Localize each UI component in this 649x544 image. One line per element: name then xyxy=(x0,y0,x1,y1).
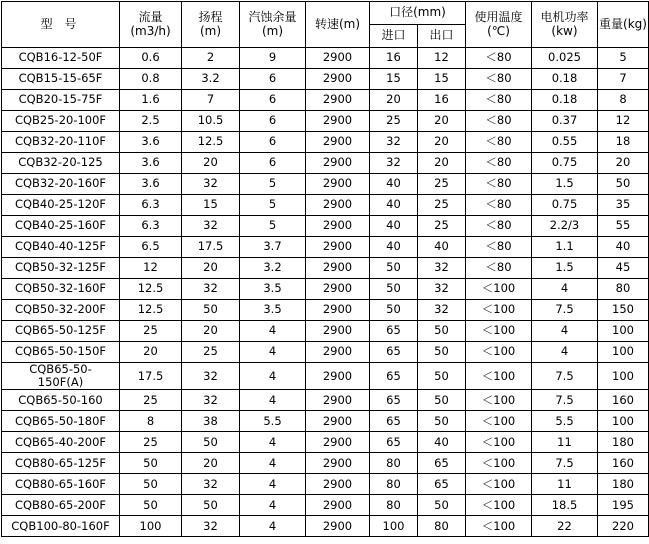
cell-temp: ＜100 xyxy=(466,363,532,390)
header-flow xyxy=(120,2,182,48)
cell-weight: 100 xyxy=(598,411,649,432)
cell-flow: 8 xyxy=(120,411,182,432)
cell-speed: 2900 xyxy=(306,69,370,90)
cell-weight: 160 xyxy=(598,390,649,411)
cell-outlet: 20 xyxy=(418,132,466,153)
cell-speed: 2900 xyxy=(306,411,370,432)
cell-flow: 25 xyxy=(120,321,182,342)
cell-model: CQB50-32-125F xyxy=(2,258,120,279)
cell-model: CQB40-25-120F xyxy=(2,195,120,216)
cell-npsh: 4 xyxy=(240,363,306,390)
cell-outlet: 50 xyxy=(418,411,466,432)
cell-weight: 150 xyxy=(598,300,649,321)
cell-head: 50 xyxy=(182,495,240,516)
cell-weight: 100 xyxy=(598,321,649,342)
cell-weight: 55 xyxy=(598,216,649,237)
cell-model: CQB15-15-65F xyxy=(2,69,120,90)
cell-temp: ＜80 xyxy=(466,216,532,237)
cell-power: 7.5 xyxy=(532,363,598,390)
cell-inlet: 50 xyxy=(370,258,418,279)
cell-head: 32 xyxy=(182,474,240,495)
cell-power: 4 xyxy=(532,342,598,363)
cell-temp: ＜80 xyxy=(466,237,532,258)
cell-flow: 6.3 xyxy=(120,195,182,216)
cell-head: 38 xyxy=(182,411,240,432)
cell-temp: ＜100 xyxy=(466,342,532,363)
cell-head: 7 xyxy=(182,90,240,111)
cell-npsh: 9 xyxy=(240,48,306,69)
cell-head: 17.5 xyxy=(182,237,240,258)
cell-speed: 2900 xyxy=(306,453,370,474)
cell-inlet: 50 xyxy=(370,279,418,300)
cell-model: CQB100-80-160F xyxy=(2,516,120,537)
cell-npsh: 4 xyxy=(240,432,306,453)
cell-model: CQB50-32-200F xyxy=(2,300,120,321)
header-power-label: 电机功率 xyxy=(540,9,589,24)
table-row xyxy=(2,111,649,132)
table-row xyxy=(2,390,649,411)
cell-head: 3.2 xyxy=(182,69,240,90)
cell-temp: ＜100 xyxy=(466,474,532,495)
cell-power: 7.5 xyxy=(532,390,598,411)
cell-outlet: 16 xyxy=(418,90,466,111)
table-row xyxy=(2,132,649,153)
header-head-label: 扬程 xyxy=(198,9,223,24)
cell-head: 20 xyxy=(182,453,240,474)
cell-speed: 2900 xyxy=(306,90,370,111)
table-body xyxy=(2,48,649,537)
cell-speed: 2900 xyxy=(306,174,370,195)
cell-weight: 35 xyxy=(598,195,649,216)
cell-flow: 50 xyxy=(120,474,182,495)
cell-outlet: 65 xyxy=(418,453,466,474)
cell-inlet: 40 xyxy=(370,237,418,258)
cell-inlet: 32 xyxy=(370,132,418,153)
header-flow-unit: (m3/h) xyxy=(130,23,171,38)
cell-head: 50 xyxy=(182,432,240,453)
cell-flow: 3.6 xyxy=(120,132,182,153)
cell-power: 11 xyxy=(532,474,598,495)
table-row xyxy=(2,69,649,90)
cell-head: 32 xyxy=(182,216,240,237)
table-row xyxy=(2,153,649,174)
header-weight: 重量(kg) xyxy=(598,2,649,48)
cell-npsh: 6 xyxy=(240,153,306,174)
cell-speed: 2900 xyxy=(306,516,370,537)
cell-head: 32 xyxy=(182,174,240,195)
cell-power: 0.025 xyxy=(532,48,598,69)
table-row xyxy=(2,258,649,279)
cell-temp: ＜80 xyxy=(466,258,532,279)
cell-weight: 50 xyxy=(598,174,649,195)
cell-temp: ＜100 xyxy=(466,279,532,300)
cell-outlet: 25 xyxy=(418,216,466,237)
header-head xyxy=(182,2,240,48)
cell-flow: 1.6 xyxy=(120,90,182,111)
cell-head: 2 xyxy=(182,48,240,69)
cell-speed: 2900 xyxy=(306,390,370,411)
cell-power: 4 xyxy=(532,321,598,342)
cell-inlet: 40 xyxy=(370,195,418,216)
table-row xyxy=(2,363,649,390)
cell-power: 0.18 xyxy=(532,69,598,90)
cell-temp: ＜80 xyxy=(466,90,532,111)
cell-npsh: 6 xyxy=(240,111,306,132)
cell-flow: 12.5 xyxy=(120,279,182,300)
cell-inlet: 65 xyxy=(370,432,418,453)
cell-inlet: 80 xyxy=(370,453,418,474)
cell-npsh: 3.2 xyxy=(240,258,306,279)
cell-temp: ＜80 xyxy=(466,195,532,216)
cell-model: CQB80-65-160F xyxy=(2,474,120,495)
cell-speed: 2900 xyxy=(306,300,370,321)
cell-outlet: 20 xyxy=(418,153,466,174)
cell-model: CQB65-50-125F xyxy=(2,321,120,342)
cell-flow: 25 xyxy=(120,432,182,453)
header-inlet: 进口 xyxy=(370,25,418,48)
pump-specification-table xyxy=(1,1,649,537)
cell-inlet: 20 xyxy=(370,90,418,111)
cell-model: CQB80-65-125F xyxy=(2,453,120,474)
table-row xyxy=(2,300,649,321)
cell-npsh: 4 xyxy=(240,342,306,363)
cell-power: 1.5 xyxy=(532,258,598,279)
cell-inlet: 25 xyxy=(370,111,418,132)
cell-head: 12.5 xyxy=(182,132,240,153)
cell-weight: 5 xyxy=(598,48,649,69)
cell-inlet: 65 xyxy=(370,411,418,432)
cell-outlet: 40 xyxy=(418,432,466,453)
cell-npsh: 3.7 xyxy=(240,237,306,258)
header-flow-label: 流量 xyxy=(138,9,163,24)
cell-flow: 2.5 xyxy=(120,111,182,132)
cell-model: CQB65-50-160 xyxy=(2,390,120,411)
cell-flow: 0.6 xyxy=(120,48,182,69)
cell-npsh: 4 xyxy=(240,516,306,537)
cell-npsh: 5 xyxy=(240,174,306,195)
cell-inlet: 40 xyxy=(370,216,418,237)
cell-temp: ＜80 xyxy=(466,48,532,69)
cell-model: CQB40-25-160F xyxy=(2,216,120,237)
cell-speed: 2900 xyxy=(306,363,370,390)
cell-temp: ＜100 xyxy=(466,411,532,432)
cell-weight: 195 xyxy=(598,495,649,516)
cell-model: CQB32-20-160F xyxy=(2,174,120,195)
cell-outlet: 65 xyxy=(418,474,466,495)
cell-npsh: 5.5 xyxy=(240,411,306,432)
cell-temp: ＜100 xyxy=(466,321,532,342)
cell-head: 32 xyxy=(182,516,240,537)
cell-flow: 50 xyxy=(120,495,182,516)
cell-power: 5.5 xyxy=(532,411,598,432)
cell-inlet: 65 xyxy=(370,342,418,363)
cell-head: 15 xyxy=(182,195,240,216)
cell-outlet: 32 xyxy=(418,258,466,279)
cell-outlet: 25 xyxy=(418,195,466,216)
cell-flow: 6.3 xyxy=(120,216,182,237)
cell-model: CQB50-32-160F xyxy=(2,279,120,300)
table-row xyxy=(2,411,649,432)
cell-weight: 220 xyxy=(598,516,649,537)
cell-flow: 3.6 xyxy=(120,153,182,174)
cell-weight: 80 xyxy=(598,279,649,300)
cell-inlet: 100 xyxy=(370,516,418,537)
cell-weight: 8 xyxy=(598,90,649,111)
cell-weight: 100 xyxy=(598,342,649,363)
cell-power: 11 xyxy=(532,432,598,453)
cell-power: 1.1 xyxy=(532,237,598,258)
cell-inlet: 65 xyxy=(370,321,418,342)
cell-outlet: 25 xyxy=(418,174,466,195)
cell-head: 32 xyxy=(182,363,240,390)
header-power-unit: (kw) xyxy=(551,23,578,38)
table-row xyxy=(2,216,649,237)
cell-temp: ＜100 xyxy=(466,495,532,516)
cell-flow: 3.6 xyxy=(120,174,182,195)
header-speed: 转速(m) xyxy=(306,2,370,48)
cell-weight: 45 xyxy=(598,258,649,279)
cell-model: CQB65-50-180F xyxy=(2,411,120,432)
cell-power: 0.75 xyxy=(532,195,598,216)
cell-model: CQB32-20-125 xyxy=(2,153,120,174)
table-row xyxy=(2,453,649,474)
cell-npsh: 3.5 xyxy=(240,300,306,321)
cell-power: 2.2/3 xyxy=(532,216,598,237)
cell-outlet: 50 xyxy=(418,363,466,390)
cell-npsh: 4 xyxy=(240,495,306,516)
header-temperature xyxy=(466,2,532,48)
cell-npsh: 6 xyxy=(240,69,306,90)
cell-temp: ＜80 xyxy=(466,69,532,90)
cell-outlet: 50 xyxy=(418,342,466,363)
header-power xyxy=(532,2,598,48)
table-row xyxy=(2,474,649,495)
cell-head: 25 xyxy=(182,342,240,363)
cell-temp: ＜100 xyxy=(466,453,532,474)
table-row xyxy=(2,195,649,216)
cell-flow: 100 xyxy=(120,516,182,537)
cell-inlet: 15 xyxy=(370,69,418,90)
cell-speed: 2900 xyxy=(306,342,370,363)
cell-temp: ＜100 xyxy=(466,432,532,453)
table-row xyxy=(2,342,649,363)
cell-inlet: 16 xyxy=(370,48,418,69)
cell-power: 0.37 xyxy=(532,111,598,132)
cell-npsh: 4 xyxy=(240,453,306,474)
cell-inlet: 32 xyxy=(370,153,418,174)
header-model: 型 号 xyxy=(2,2,120,48)
cell-outlet: 80 xyxy=(418,516,466,537)
cell-model: CQB40-40-125F xyxy=(2,237,120,258)
cell-head: 32 xyxy=(182,279,240,300)
cell-npsh: 4 xyxy=(240,474,306,495)
cell-head: 20 xyxy=(182,321,240,342)
cell-inlet: 80 xyxy=(370,474,418,495)
table-header xyxy=(2,2,649,48)
table-row xyxy=(2,90,649,111)
cell-power: 0.55 xyxy=(532,132,598,153)
cell-speed: 2900 xyxy=(306,495,370,516)
cell-speed: 2900 xyxy=(306,258,370,279)
cell-outlet: 15 xyxy=(418,69,466,90)
cell-temp: ＜80 xyxy=(466,174,532,195)
cell-weight: 18 xyxy=(598,132,649,153)
cell-inlet: 65 xyxy=(370,390,418,411)
cell-outlet: 50 xyxy=(418,390,466,411)
table-row xyxy=(2,48,649,69)
cell-npsh: 4 xyxy=(240,390,306,411)
cell-flow: 12.5 xyxy=(120,300,182,321)
cell-outlet: 32 xyxy=(418,279,466,300)
cell-inlet: 40 xyxy=(370,174,418,195)
cell-outlet: 40 xyxy=(418,237,466,258)
cell-npsh: 5 xyxy=(240,195,306,216)
cell-flow: 0.8 xyxy=(120,69,182,90)
table-row xyxy=(2,279,649,300)
header-npsh xyxy=(240,2,306,48)
cell-speed: 2900 xyxy=(306,48,370,69)
cell-speed: 2900 xyxy=(306,279,370,300)
cell-model: CQB20-15-75F xyxy=(2,90,120,111)
cell-power: 0.18 xyxy=(532,90,598,111)
header-npsh-label: 汽蚀余量 xyxy=(248,9,297,24)
cell-head: 20 xyxy=(182,153,240,174)
cell-npsh: 3.5 xyxy=(240,279,306,300)
cell-flow: 25 xyxy=(120,390,182,411)
cell-head: 20 xyxy=(182,258,240,279)
cell-model: CQB65-50- 150F(A) xyxy=(2,363,120,390)
table-row xyxy=(2,516,649,537)
cell-temp: ＜80 xyxy=(466,153,532,174)
cell-power: 18.5 xyxy=(532,495,598,516)
cell-weight: 160 xyxy=(598,453,649,474)
cell-temp: ＜100 xyxy=(466,390,532,411)
cell-head: 10.5 xyxy=(182,111,240,132)
cell-model: CQB65-50-150F xyxy=(2,342,120,363)
cell-weight: 40 xyxy=(598,237,649,258)
cell-npsh: 5 xyxy=(240,216,306,237)
cell-weight: 12 xyxy=(598,111,649,132)
cell-weight: 100 xyxy=(598,363,649,390)
cell-flow: 17.5 xyxy=(120,363,182,390)
cell-temp: ＜100 xyxy=(466,516,532,537)
cell-weight: 180 xyxy=(598,432,649,453)
cell-speed: 2900 xyxy=(306,111,370,132)
cell-speed: 2900 xyxy=(306,216,370,237)
cell-outlet: 50 xyxy=(418,321,466,342)
table-row xyxy=(2,174,649,195)
cell-speed: 2900 xyxy=(306,474,370,495)
header-temperature-unit: (℃) xyxy=(487,23,510,38)
cell-speed: 2900 xyxy=(306,432,370,453)
cell-temp: ＜80 xyxy=(466,132,532,153)
cell-npsh: 6 xyxy=(240,132,306,153)
cell-model: CQB80-65-200F xyxy=(2,495,120,516)
cell-model: CQB16-12-50F xyxy=(2,48,120,69)
table-row xyxy=(2,495,649,516)
cell-model: CQB65-40-200F xyxy=(2,432,120,453)
cell-power: 7.5 xyxy=(532,300,598,321)
cell-power: 4 xyxy=(532,279,598,300)
cell-flow: 50 xyxy=(120,453,182,474)
cell-outlet: 50 xyxy=(418,495,466,516)
cell-speed: 2900 xyxy=(306,153,370,174)
cell-outlet: 12 xyxy=(418,48,466,69)
cell-model: CQB25-20-100F xyxy=(2,111,120,132)
cell-weight: 7 xyxy=(598,69,649,90)
cell-inlet: 80 xyxy=(370,495,418,516)
cell-model: CQB32-20-110F xyxy=(2,132,120,153)
cell-speed: 2900 xyxy=(306,321,370,342)
cell-temp: ＜100 xyxy=(466,300,532,321)
cell-flow: 6.5 xyxy=(120,237,182,258)
cell-head: 32 xyxy=(182,390,240,411)
cell-flow: 12 xyxy=(120,258,182,279)
header-row-1 xyxy=(2,2,649,25)
cell-npsh: 6 xyxy=(240,90,306,111)
cell-power: 7.5 xyxy=(532,453,598,474)
cell-inlet: 50 xyxy=(370,300,418,321)
header-npsh-unit: (m) xyxy=(261,23,284,38)
header-outlet: 出口 xyxy=(418,25,466,48)
table-row xyxy=(2,432,649,453)
cell-outlet: 20 xyxy=(418,111,466,132)
cell-speed: 2900 xyxy=(306,237,370,258)
cell-inlet: 65 xyxy=(370,363,418,390)
cell-temp: ＜80 xyxy=(466,111,532,132)
table-row xyxy=(2,237,649,258)
header-temperature-label: 使用温度 xyxy=(474,9,523,24)
cell-power: 22 xyxy=(532,516,598,537)
cell-head: 50 xyxy=(182,300,240,321)
header-diameter: 口径(mm) xyxy=(370,2,466,25)
cell-power: 1.5 xyxy=(532,174,598,195)
cell-npsh: 4 xyxy=(240,321,306,342)
header-head-unit: (m) xyxy=(199,23,222,38)
cell-speed: 2900 xyxy=(306,132,370,153)
cell-flow: 20 xyxy=(120,342,182,363)
cell-speed: 2900 xyxy=(306,195,370,216)
cell-outlet: 32 xyxy=(418,300,466,321)
cell-weight: 20 xyxy=(598,153,649,174)
cell-power: 0.75 xyxy=(532,153,598,174)
table-row xyxy=(2,321,649,342)
cell-weight: 180 xyxy=(598,474,649,495)
